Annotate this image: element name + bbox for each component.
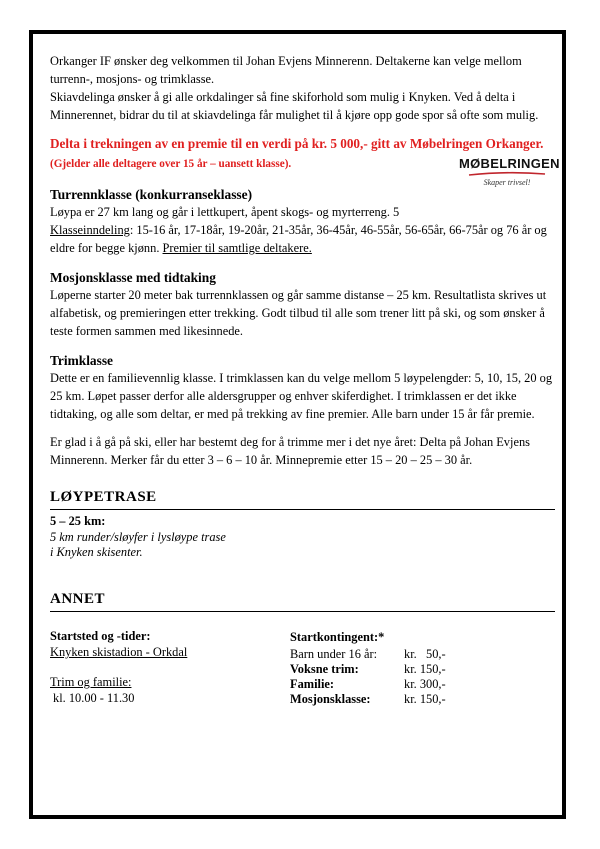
fee-amount: kr. 50,- xyxy=(404,647,446,661)
fee-heading: Startkontingent:* xyxy=(290,630,385,644)
loypetrase-line1: 5 km runder/sløyfer i lysløype trase xyxy=(50,530,226,544)
turrenn-heading: Turrennklasse (konkurranseklasse) xyxy=(50,187,253,202)
turrenn-text xyxy=(50,203,555,257)
trim-family-time: kl. 10.00 - 11.30 xyxy=(53,691,135,705)
lottery-headline: Delta i trekningen av en premie til en verdi på kr. 5 000,- gitt av Møbelringen Orkanger. xyxy=(50,136,544,151)
logo-name: MØBELRINGEN xyxy=(459,156,560,171)
fee-info xyxy=(290,628,555,707)
lottery-note: (Gjelder alle deltagere over 15 år – uansett klasse). xyxy=(50,158,292,170)
start-heading: Startsted og -tider: xyxy=(50,629,151,643)
logo-swoosh-icon xyxy=(467,171,547,177)
annet-section xyxy=(50,590,555,707)
class-text: : 15-16 år, 17-18år, 19-20år, 21-35år, 36-45år, 46-55år, 56-65år, 66-75år og 76 år og eldre for begge kjønn. xyxy=(50,223,547,255)
fee-row xyxy=(290,677,555,692)
logo-tagline: Skaper trivsel! xyxy=(483,178,531,187)
venue: Knyken skistadion - Orkdal xyxy=(50,645,188,659)
lottery-block xyxy=(50,134,560,187)
mosjon-heading: Mosjonsklasse med tidtaking xyxy=(50,270,216,285)
mobelringen-logo xyxy=(459,156,560,187)
loypetrase-heading: LØYPETRASE xyxy=(50,489,157,505)
trim-heading: Trimklasse xyxy=(50,353,113,368)
annet-columns xyxy=(50,628,555,707)
intro-paragraph-2: Skiavdelinga ønsker å gi alle orkdalinger så fine skiforhold som mulig i Knyken. Ved å delta i Minnerennet, bidrar du til at skiavdelinga får mulighet til å kjøre opp gode spor så ofte som mulig. xyxy=(50,90,539,122)
trim-family-heading: Trim og familie: xyxy=(50,675,132,689)
fee-amount: kr. 150,- xyxy=(404,662,446,676)
closing-section xyxy=(50,433,555,469)
loypetrase-rule xyxy=(50,509,555,510)
fee-amount: kr. 150,- xyxy=(404,692,446,706)
loypetrase-line2: i Knyken skisenter. xyxy=(50,545,143,559)
start-info xyxy=(50,628,290,707)
annet-heading: ANNET xyxy=(50,591,106,607)
fee-row xyxy=(290,647,555,662)
prize-text: Premier til samtlige deltakere. xyxy=(162,241,312,255)
turrenn-section xyxy=(50,186,555,257)
mosjon-section xyxy=(50,269,555,340)
loypetrase-distance: 5 – 25 km: xyxy=(50,514,106,528)
annet-rule xyxy=(50,611,555,612)
fee-amount: kr. 300,- xyxy=(404,677,446,691)
fee-label: Voksne trim: xyxy=(290,662,359,676)
trim-text: Dette er en familievennlig klasse. I trimklassen kan du velge mellom 5 løypelengder: 5, 10, 15, 20 og 25 km. Løpet passer derfor alle aldersgrupper og enhver skiferdighet. I trimklassen er det ikke tidtaking, og alle som deltar, er med på trekking av fine premier. Alle barn under 15 år får premie. xyxy=(50,371,553,421)
class-label: Klasseinndeling xyxy=(50,223,130,237)
trim-section xyxy=(50,352,555,423)
closing-text: Er glad i å gå på ski, eller har bestemt deg for å trimme mer i det nye året: Delta på Johan Evjens Minnerenn. Merker får du etter 3 – 6 – 10 år. Minnepremie etter 15 – 20 – 25 – 30 år. xyxy=(50,435,530,467)
loypetrase-section xyxy=(50,488,555,560)
fee-row xyxy=(290,692,555,707)
fee-label: Familie: xyxy=(290,677,335,691)
fee-row xyxy=(290,662,555,677)
mosjon-text: Løperne starter 20 meter bak turrennklassen og går samme distanse – 25 km. Resultatlista skrives ut alfabetisk, og premieringen etter trekking. Godt tilbud til alle som trener litt på ski, og som ønsker å teste formen sammen med likesinnede. xyxy=(50,288,547,338)
fee-label: Mosjonsklasse: xyxy=(290,692,371,706)
fee-label: Barn under 16 år: xyxy=(290,647,378,661)
intro-paragraph-1: Orkanger IF ønsker deg velkommen til Johan Evjens Minnerenn. Deltakerne kan velge mellom turrenn-, mosjons- og trimklasse. xyxy=(50,54,522,86)
turrenn-line1: Løypa er 27 km lang og går i lettkupert, åpent skogs- og myrterreng. 5 xyxy=(50,205,400,219)
document-body xyxy=(50,52,560,707)
